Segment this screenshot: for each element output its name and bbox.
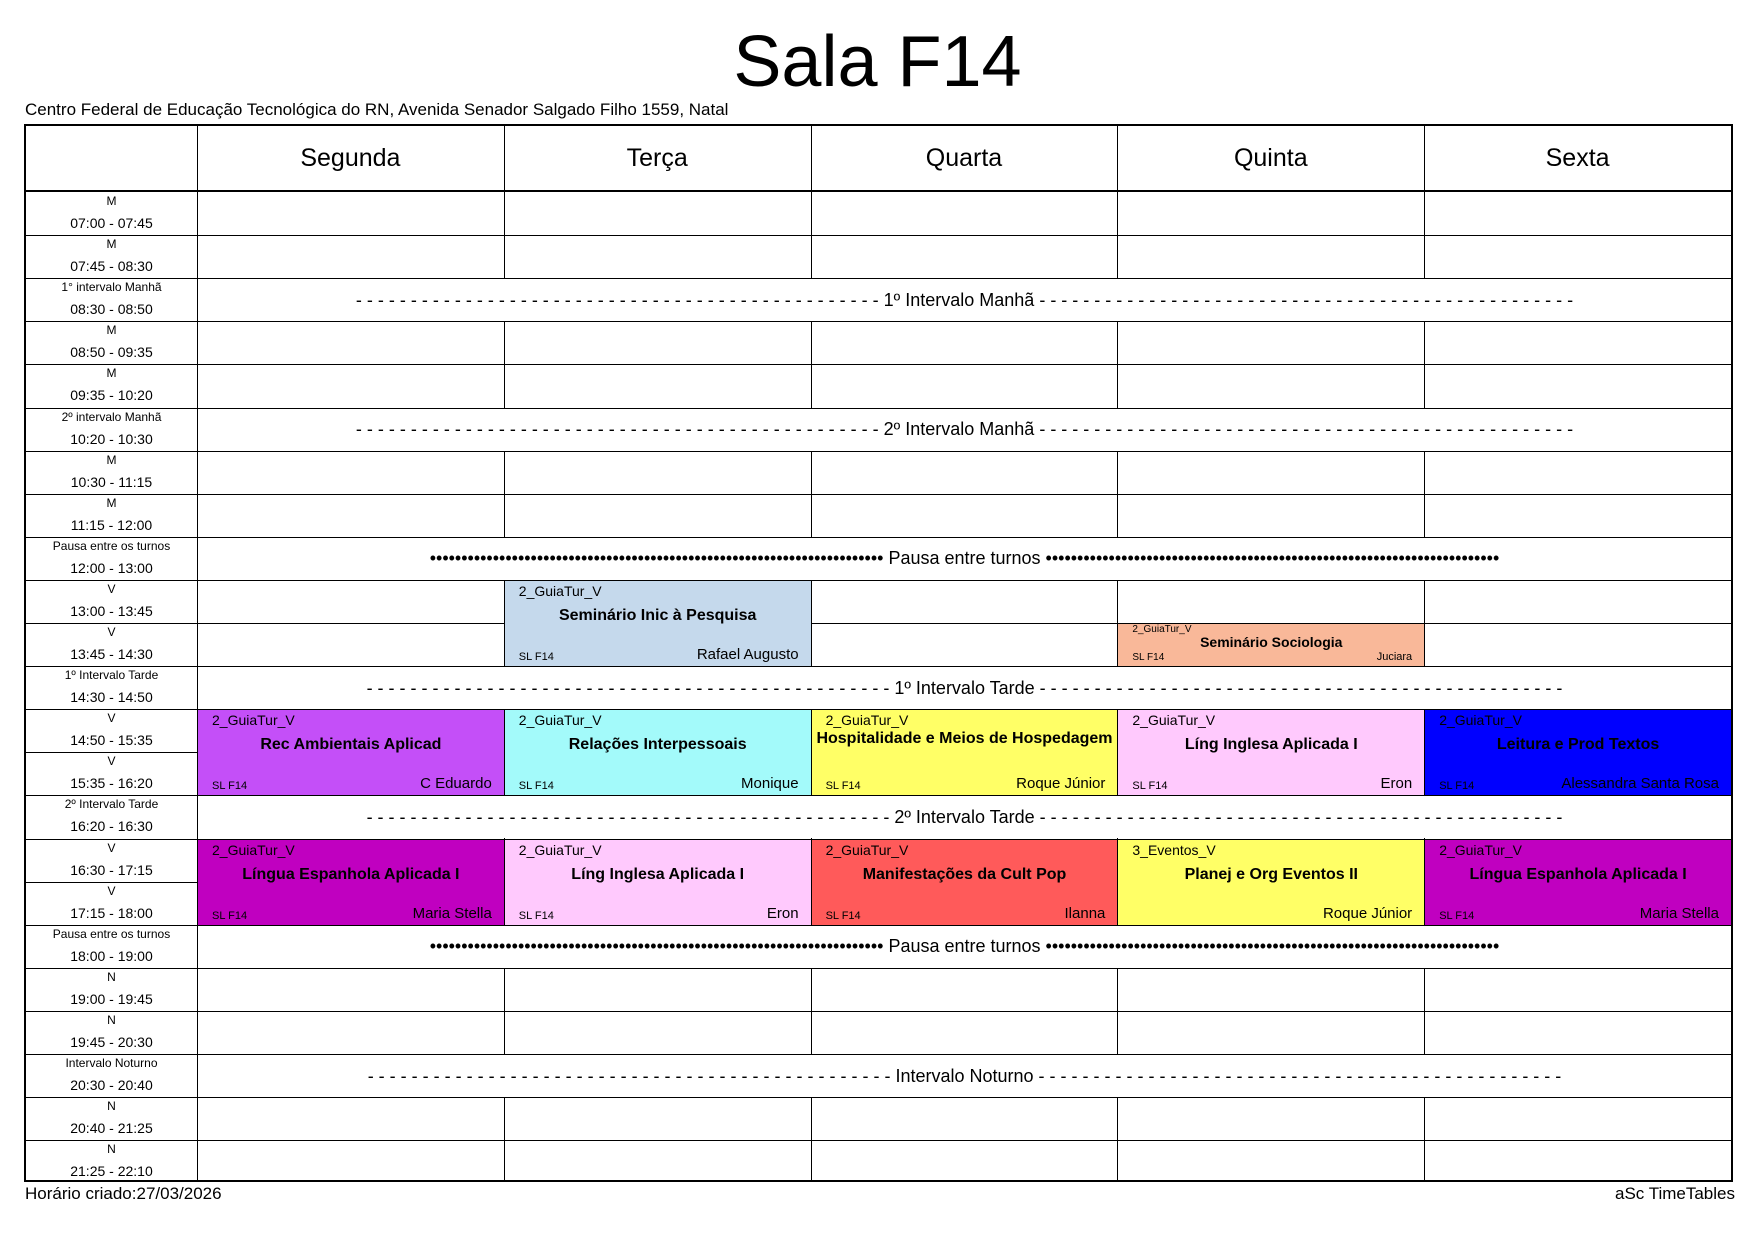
break-row: - - - - - - - - - - - - - - - - - - - - - - - - - - - - - - - - - - - - - - - - - - - - - - - - 2º Intervalo Tarde - - - - - - - - - - - - - - - - - - - - - - - - - - - - - - - - - - - - - - - - - - - - - - - - (198, 796, 1731, 838)
period-label: N (107, 1012, 116, 1027)
period-time: 21:25 - 22:10 (70, 1163, 153, 1180)
period-label: M (106, 237, 117, 252)
lesson-card[interactable] (1424, 839, 1732, 926)
lesson-subject: Seminário Sociologia (1200, 634, 1343, 650)
period-time-cell (26, 580, 197, 623)
lesson-class: 2_GuiaTur_V (518, 582, 602, 599)
lesson-class: 2_GuiaTur_V (518, 712, 602, 729)
lesson-class: 3_Eventos_V (1132, 841, 1216, 858)
period-time-cell (26, 882, 197, 925)
period-time: 08:50 - 09:35 (70, 344, 153, 361)
period-label: N (107, 969, 116, 984)
period-time: 14:50 - 15:35 (70, 732, 153, 749)
row-divider (26, 494, 1731, 495)
lesson-room: SL F14 (1439, 780, 1475, 793)
lesson-room: SL F14 (518, 780, 554, 793)
period-label: V (107, 883, 116, 898)
lesson-room: SL F14 (518, 651, 554, 664)
period-time-cell (26, 1097, 197, 1140)
timetable-grid (24, 124, 1733, 1182)
lesson-card[interactable] (811, 709, 1119, 796)
lesson-teacher: Eron (1380, 775, 1413, 793)
lesson-room: SL F14 (212, 780, 248, 793)
row-divider (26, 968, 1731, 969)
lesson-teacher: Rafael Augusto (696, 646, 799, 664)
period-time: 08:30 - 08:50 (70, 301, 153, 318)
period-time: 15:35 - 16:20 (70, 775, 153, 792)
period-time: 09:35 - 10:20 (70, 387, 153, 404)
lesson-class: 2_GuiaTur_V (1439, 841, 1522, 858)
period-time: 20:30 - 20:40 (70, 1077, 153, 1093)
period-time-cell (26, 278, 197, 321)
lesson-teacher: Maria Stella (1639, 904, 1719, 922)
period-label: Intervalo Noturno (65, 1056, 158, 1070)
period-label: M (106, 323, 117, 338)
row-divider (26, 321, 1731, 322)
row-divider (26, 235, 1731, 236)
lesson-subject: Líng Inglesa Aplicada I (1184, 736, 1358, 754)
period-time-cell (26, 666, 197, 709)
period-time-cell (26, 192, 197, 235)
break-row: •••••••••••••••••••••••••••••••••••••••••••••••••••••••••••••••••••••••• Pausa entre turnos •••••••••••••••••••••••••••••••••••••••••••••••••••••••••••••••••••••••• (198, 926, 1731, 968)
day-header: Quarta (925, 143, 1003, 172)
day-header: Quinta (1233, 143, 1308, 172)
lesson-subject: Rec Ambientais Aplicad (260, 736, 442, 754)
period-time-cell (26, 451, 197, 494)
lesson-class: 2_GuiaTur_V (825, 841, 909, 858)
lesson-room: SL F14 (212, 909, 248, 922)
period-time: 16:30 - 17:15 (70, 861, 153, 878)
period-time-cell (26, 709, 197, 752)
period-time: 18:00 - 19:00 (70, 947, 153, 964)
lesson-card[interactable] (811, 839, 1119, 926)
period-time: 12:00 - 13:00 (70, 559, 153, 576)
period-label: V (107, 840, 116, 855)
period-time-cell (26, 1140, 197, 1183)
period-label: V (107, 711, 116, 726)
lesson-teacher: Juciara (1376, 651, 1413, 664)
lesson-teacher: Roque Júnior (1016, 775, 1106, 793)
lesson-subject: Manifestações da Cult Pop (862, 865, 1067, 883)
period-label: Pausa entre os turnos (52, 538, 171, 553)
lesson-class: 2_GuiaTur_V (825, 712, 909, 729)
break-row: - - - - - - - - - - - - - - - - - - - - - - - - - - - - - - - - - - - - - - - - - - - - - - - - 1º Intervalo Tarde - - - - - - - - - - - - - - - - - - - - - - - - - - - - - - - - - - - - - - - - - - - - - - - - (198, 667, 1731, 709)
row-divider (26, 580, 1731, 581)
lesson-room: SL F14 (1439, 909, 1475, 922)
row-divider (26, 1011, 1731, 1012)
period-label: V (107, 754, 116, 769)
period-label: M (106, 495, 117, 510)
lesson-room: SL F14 (825, 780, 861, 793)
period-time-cell (26, 235, 197, 278)
period-time-cell (26, 364, 197, 407)
period-time: 07:00 - 07:45 (70, 215, 153, 231)
lesson-subject: Líng Inglesa Aplicada I (571, 865, 745, 883)
lesson-subject: Hospitalidade e Meios de Hospedagem (816, 730, 1113, 748)
row-divider (26, 1097, 1731, 1098)
period-label: M (106, 366, 117, 381)
period-label: 1° intervalo Manhã (61, 280, 162, 295)
school-address: Centro Federal de Educação Tecnológica do RN, Avenida Senador Salgado Filho 1559, Natal (25, 100, 729, 119)
lesson-card[interactable] (197, 839, 505, 926)
period-time-cell (26, 408, 197, 451)
period-time: 19:00 - 19:45 (70, 990, 153, 1007)
period-label: V (107, 625, 116, 639)
lesson-room: SL F14 (518, 909, 554, 922)
period-time: 19:45 - 20:30 (70, 1033, 153, 1050)
day-header: Sexta (1545, 143, 1610, 172)
period-label: 2º Intervalo Tarde (64, 797, 159, 812)
lesson-class: 2_GuiaTur_V (1132, 624, 1192, 635)
lesson-teacher: Roque Júnior (1322, 904, 1413, 922)
day-header: Terça (626, 143, 688, 172)
lesson-class: 2_GuiaTur_V (212, 841, 295, 858)
lesson-teacher: Alessandra Santa Rosa (1561, 775, 1719, 793)
period-time: 10:20 - 10:30 (70, 430, 153, 447)
period-label: N (107, 1099, 116, 1114)
break-row: - - - - - - - - - - - - - - - - - - - - - - - - - - - - - - - - - - - - - - - - - - - - - - - - Intervalo Noturno - - - - - - - - - - - - - - - - - - - - - - - - - - - - - - - - - - - - - - - - - - - - - - - - (198, 1055, 1731, 1097)
period-time: 13:00 - 13:45 (70, 602, 153, 619)
lesson-class: 2_GuiaTur_V (518, 841, 602, 858)
row-divider (26, 364, 1731, 365)
created-date: Horário criado:27/03/2026 (25, 1184, 222, 1203)
period-time-cell (26, 839, 197, 882)
period-label: M (106, 452, 117, 467)
lesson-subject: Planej e Org Eventos II (1184, 865, 1358, 883)
period-label: Pausa entre os turnos (52, 926, 171, 941)
lesson-class: 2_GuiaTur_V (1132, 712, 1216, 729)
break-row: •••••••••••••••••••••••••••••••••••••••••••••••••••••••••••••••••••••••• Pausa entre turnos •••••••••••••••••••••••••••••••••••••••••••••••••••••••••••••••••••••••• (198, 538, 1731, 580)
period-time: 07:45 - 08:30 (70, 258, 153, 275)
lesson-subject: Leitura e Prod Textos (1496, 736, 1660, 754)
period-time-cell (26, 968, 197, 1011)
period-time: 20:40 - 21:25 (70, 1120, 153, 1137)
break-row: - - - - - - - - - - - - - - - - - - - - - - - - - - - - - - - - - - - - - - - - - - - - - - - - 1º Intervalo Manhã - - - - - - - - - - - - - - - - - - - - - - - - - - - - - - - - - - - - - - - - - - - - - - - - - (198, 279, 1731, 321)
lesson-subject: Relações Interpessoais (568, 736, 747, 754)
period-label: 2º intervalo Manhã (61, 409, 162, 424)
lesson-card[interactable] (504, 839, 812, 926)
period-label: N (107, 1142, 116, 1157)
page-title: Sala F14 (733, 22, 1022, 102)
lesson-card[interactable] (1117, 623, 1425, 667)
lesson-room: SL F14 (1132, 780, 1168, 793)
period-time-cell (26, 321, 197, 364)
lesson-room: SL F14 (825, 909, 861, 922)
period-label: 1º Intervalo Tarde (64, 668, 159, 683)
lesson-subject: Língua Espanhola Aplicada I (1469, 865, 1687, 883)
brand-label: aSc TimeTables (1615, 1184, 1735, 1203)
period-time: 11:15 - 12:00 (70, 516, 153, 533)
lesson-card[interactable] (197, 709, 505, 796)
period-time-cell (26, 1011, 197, 1054)
lesson-subject: Língua Espanhola Aplicada I (242, 865, 460, 883)
period-time-cell (26, 925, 197, 968)
period-time-cell (26, 494, 197, 537)
lesson-room: SL F14 (1132, 652, 1165, 664)
lesson-teacher: Eron (766, 904, 799, 922)
lesson-card[interactable] (504, 709, 812, 796)
lesson-card[interactable] (1424, 709, 1732, 796)
lesson-card[interactable] (1117, 839, 1425, 926)
period-label: M (106, 194, 117, 208)
period-time: 13:45 - 14:30 (70, 646, 153, 662)
period-time: 14:30 - 14:50 (70, 689, 153, 706)
lesson-teacher: C Eduardo (420, 775, 492, 793)
period-time-cell (26, 1054, 197, 1097)
period-time: 10:30 - 11:15 (70, 473, 153, 490)
lesson-card[interactable] (1117, 709, 1425, 796)
lesson-teacher: Monique (741, 775, 799, 793)
break-row: - - - - - - - - - - - - - - - - - - - - - - - - - - - - - - - - - - - - - - - - - - - - - - - - 2º Intervalo Manhã - - - - - - - - - - - - - - - - - - - - - - - - - - - - - - - - - - - - - - - - - - - - - - - - - (198, 409, 1731, 451)
period-time-cell (26, 795, 197, 838)
period-time-cell (26, 537, 197, 580)
period-time-cell (26, 752, 197, 795)
period-time: 16:20 - 16:30 (70, 818, 153, 835)
lesson-teacher: Ilanna (1064, 904, 1106, 922)
lesson-teacher: Maria Stella (412, 904, 492, 922)
row-divider (26, 623, 1731, 624)
row-divider (26, 1140, 1731, 1141)
period-time: 17:15 - 18:00 (70, 904, 153, 921)
lesson-card[interactable] (504, 580, 812, 667)
lesson-class: 2_GuiaTur_V (212, 712, 295, 729)
period-time-cell (26, 623, 197, 666)
lesson-subject: Seminário Inic à Pesquisa (558, 606, 757, 624)
header-divider (26, 190, 1731, 192)
row-divider (26, 451, 1731, 452)
day-header: Segunda (300, 143, 401, 172)
lesson-class: 2_GuiaTur_V (1439, 712, 1522, 729)
period-label: V (107, 581, 116, 596)
